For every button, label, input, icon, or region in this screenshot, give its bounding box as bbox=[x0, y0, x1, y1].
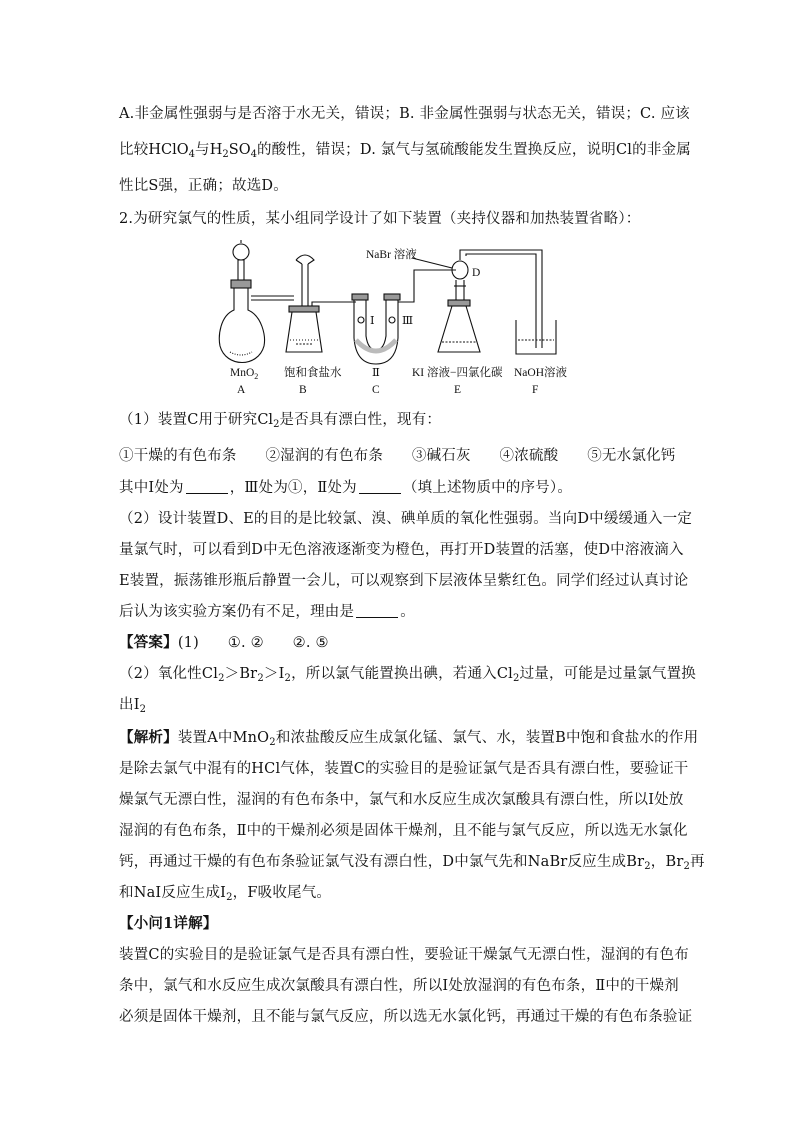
question-2-1: （1）装置C用于研究$Cl_2$是否具有漂白性，现有： bbox=[119, 412, 442, 430]
text-line: 比较HClO$_4$与$H_2SO_4$的酸性，错误；D. 氯气与氢硫酸能发生置换反应，说明Cl的非金属 bbox=[119, 142, 691, 160]
e-name: KI 溶液−四氯化碳 bbox=[412, 367, 503, 379]
f-name: NaOH溶液 bbox=[514, 367, 568, 379]
nabr-label: NaBr 溶液 bbox=[366, 249, 417, 261]
label-d: D bbox=[472, 267, 481, 279]
roman-1: Ⅰ bbox=[370, 315, 375, 327]
analysis-line: 燥氯气无漂白性，湿润的有色布条中，氯气和水反应生成次氯酸具有漂白性，所以Ⅰ处放 bbox=[119, 792, 684, 808]
c-name: Ⅱ bbox=[372, 367, 380, 379]
text-line: （2）设计装置D、E的目的是比较氯、溴、碘单质的氧化性强弱。当向D中缓缓通入一定 bbox=[119, 511, 693, 527]
analysis-line: 湿润的有色布条，Ⅱ中的干燥剂必须是固体干燥剂，且不能与氯气反应，所以选无水氯化 bbox=[119, 823, 688, 839]
label-a: A bbox=[237, 384, 246, 396]
detail-line: 装置C的实验目的是验证氯气是否具有漂白性，要验证干燥氯气无漂白性，湿润的有色布 bbox=[119, 947, 689, 963]
answer-blank bbox=[356, 603, 398, 618]
apparatus-diagram bbox=[216, 240, 586, 400]
answer-blank bbox=[186, 479, 228, 494]
b-name: 饱和食盐水 bbox=[284, 367, 342, 379]
detail-line: 必须是固体干燥剂，且不能与氯气反应，所以选无水氯化钙，再通过干燥的有色布条验证 bbox=[119, 1009, 693, 1025]
label-f: F bbox=[532, 384, 539, 396]
analysis-line: 是除去氯气中混有的HCl气体，装置C的实验目的是验证氯气是否具有漂白性，要验证干 bbox=[119, 761, 689, 777]
label-b: B bbox=[299, 384, 307, 396]
detail-line: 条中，氯气和水反应生成次氯酸具有漂白性，所以Ⅰ处放湿润的有色布条，Ⅱ中的干燥剂 bbox=[119, 978, 679, 994]
question-2-stem: 2.为研究氯气的性质，某小组同学设计了如下装置（夹持仪器和加热装置省略）： bbox=[119, 211, 641, 227]
text-line: 后认为该实验方案仍有不足，理由是 。 bbox=[119, 604, 415, 620]
mno2-label: MnO$_2$ bbox=[230, 367, 259, 381]
text-line: 性比S强，正确；故选D。 bbox=[119, 178, 288, 194]
label-c: C bbox=[372, 384, 380, 396]
roman-3: Ⅲ bbox=[402, 315, 414, 327]
text-line: E装置，振荡锥形瓶后静置一会儿，可以观察到下层液体呈紫红色。同学们经过认真讨论 bbox=[119, 573, 689, 589]
answer-blank bbox=[359, 479, 401, 494]
analysis-line: 钙，再通过干燥的有色布条验证氯气没有漂白性，D中氯气先和NaBr反应生成$Br_2$，$Br_2$再 bbox=[119, 854, 705, 872]
label-e: E bbox=[454, 384, 462, 396]
section-heading: 【小问1详解】 bbox=[119, 915, 218, 932]
text-line: A.非金属性强弱与是否溶于水无关，错误；B. 非金属性强弱与状态无关，错误；C. 应该 bbox=[119, 106, 690, 122]
answer-line: 【答案】(1) ①. ② ②. ⑤ bbox=[119, 634, 329, 651]
analysis-line: 【解析】装置A中MnO$_2$和浓盐酸反应生成氯化锰、氯气、水，装置B中饱和食盐水的作用 bbox=[119, 729, 699, 748]
analysis-line: 和NaI反应生成$I_2$，F吸收尾气。 bbox=[119, 885, 332, 903]
text-line: 量氯气时，可以看到D中无色溶液逐渐变为橙色，再打开D装置的活塞，使D中溶液滴入 bbox=[119, 542, 684, 558]
answer-line: 出$I_2$ bbox=[119, 697, 147, 715]
options-line: ①干燥的有色布条 ②湿润的有色布条 ③碱石灰 ④浓硫酸 ⑤无水氯化钙 bbox=[119, 448, 676, 464]
fill-in-line: 其中Ⅰ处为 ，Ⅲ处为①，Ⅱ处为 （填上述物质中的序号）。 bbox=[119, 480, 573, 496]
answer-line: （2）氧化性$Cl_2>Br_2>I_2$，所以氯气能置换出碘，若通入$Cl_2$过量，可能是过量氯气置换 bbox=[119, 666, 696, 684]
